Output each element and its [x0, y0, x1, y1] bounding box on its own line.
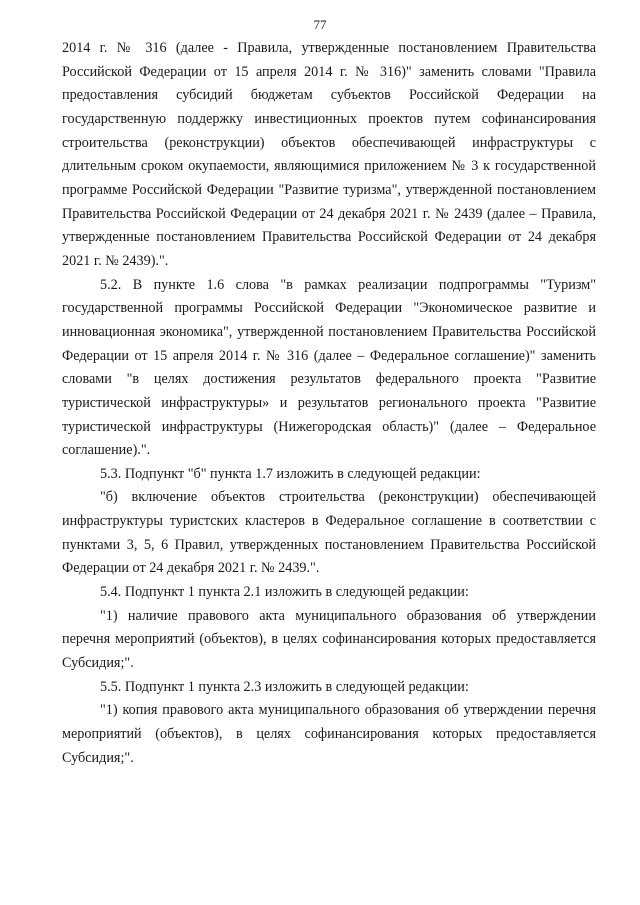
paragraph-5-4-text: "1) наличие правового акта муниципального образования об утверждении перечня мероприятий (объектов), в целях софинансирования которых предоставляется Субсидия;". [62, 607, 596, 672]
paragraph-5-2: 5.2. В пункте 1.6 слова "в рамках реализации подпрограммы "Туризм" государственной программы Российской Федерации "Экономическое развитие и инновационная экономика", утвержденной постановлением Правительства Российской Федерации от 15 апреля 2014 г. № 316 (далее – Федеральное соглашение)" заменить словами "в целях достижения результатов федерального проекта "Развитие туристической инфраструктуры» и результатов регионального проекта "Развитие туристической инфраструктуры (Нижегородская область)" (далее – Федеральное соглашение).". [62, 276, 596, 459]
page-number: 77 [313, 17, 327, 32]
paragraph-5-5-text: "1) копия правового акта муниципального образования об утверждении перечня мероприятий (объектов), в целях софинансирования которых предоставляется Субсидия;". [62, 702, 596, 766]
paragraph-5-3: 5.3. Подпункт "б" пункта 1.7 изложить в следующей редакции: [100, 465, 481, 482]
paragraph-5-3-text: "б) включение объектов строительства (реконструкции) обеспечивающей инфраструктуры туристских кластеров в Федеральное соглашение в соответствии с пунктами 3, 5, 6 Правил, утвержденных постановлением Правительства Российской Федерации от 24 декабря 2021 г. № 2439.". [62, 489, 596, 577]
paragraph-5-5: 5.5. Подпункт 1 пункта 2.3 изложить в следующей редакции: [100, 678, 469, 695]
paragraph-5-4: 5.4. Подпункт 1 пункта 2.1 изложить в следующей редакции: [100, 584, 469, 601]
paragraph-continuation: 2014 г. № 316 (далее - Правила, утвержденные постановлением Правительства Российской Федерации от 15 апреля 2014 г. № 316)" заменить словами "Правила предоставления субсидий бюджетам субъектов Российской Федерации на государственную поддержку инвестиционных проектов путем софинансирования строительства (реконструкции) объектов обеспечивающей инфраструктуры с длительным сроком окупаемости, являющимися приложением № 3 к государственной программе Российской Федерации "Развитие туризма", утвержденной постановлением Правительства Российской Федерации от 24 декабря 2021 г. № 2439 (далее – Правила, утвержденные постановлением Правительства Российской Федерации от 24 декабря 2021 г. № 2439).". [62, 40, 596, 269]
document-body [62, 37, 596, 770]
